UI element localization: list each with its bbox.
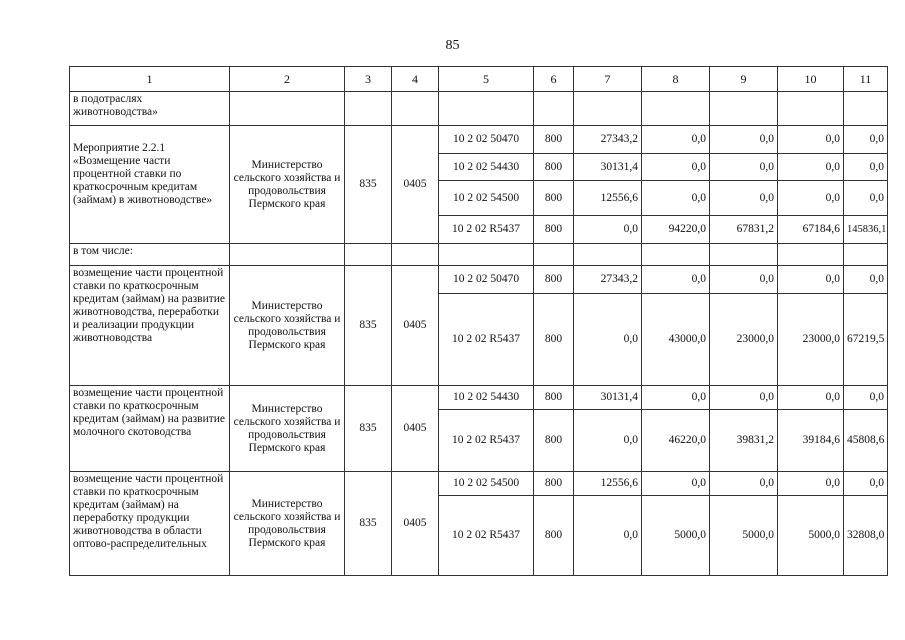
grbs-code: 835 — [345, 266, 392, 386]
amount-c9: 0,0 — [710, 266, 778, 294]
header-col-10: 10 — [778, 67, 844, 92]
csr-code: 10 2 02 R5437 — [439, 410, 534, 472]
csr-code: 10 2 02 R5437 — [439, 294, 534, 386]
amount-c11: 0,0 — [844, 181, 888, 216]
amount-c7: 12556,6 — [574, 181, 642, 216]
csr-code: 10 2 02 54500 — [439, 472, 534, 496]
header-col-8: 8 — [642, 67, 710, 92]
amount-c7: 30131,4 — [574, 154, 642, 181]
amount-c11: 0,0 — [844, 472, 888, 496]
amount-c11: 67219,5 — [844, 294, 888, 386]
amount-c7: 0,0 — [574, 410, 642, 472]
section-code: 0405 — [392, 126, 439, 244]
measure-name: возмещение части процентной ставки по краткосрочным кредитам (займам) на развитие молочного скотоводства — [70, 386, 230, 472]
amount-c10: 67184,6 — [778, 216, 844, 244]
table-row — [70, 244, 888, 266]
amount-c10: 5000,0 — [778, 496, 844, 576]
csr-code: 10 2 02 50470 — [439, 126, 534, 154]
grbs-code: 835 — [345, 472, 392, 576]
vr-code: 800 — [534, 266, 574, 294]
section-code: 0405 — [392, 386, 439, 472]
amount-c7: 0,0 — [574, 294, 642, 386]
amount-c10: 0,0 — [778, 154, 844, 181]
amount-c11: 0,0 — [844, 386, 888, 410]
amount-c8: 0,0 — [642, 472, 710, 496]
amount-c8: 46220,0 — [642, 410, 710, 472]
amount-c10: 0,0 — [778, 181, 844, 216]
header-col-9: 9 — [710, 67, 778, 92]
grbs-code: 835 — [345, 386, 392, 472]
amount-c8: 94220,0 — [642, 216, 710, 244]
amount-c9: 5000,0 — [710, 496, 778, 576]
amount-c11: 0,0 — [844, 126, 888, 154]
amount-c8: 0,0 — [642, 266, 710, 294]
header-col-2: 2 — [230, 67, 345, 92]
header-row — [70, 67, 888, 92]
section-code: 0405 — [392, 472, 439, 576]
amount-c7: 0,0 — [574, 216, 642, 244]
amount-c9: 0,0 — [710, 126, 778, 154]
amount-c8: 0,0 — [642, 126, 710, 154]
section-code: 0405 — [392, 266, 439, 386]
amount-c8: 43000,0 — [642, 294, 710, 386]
amount-c7: 30131,4 — [574, 386, 642, 410]
grbs-code: 835 — [345, 126, 392, 244]
amount-c11: 0,0 — [844, 266, 888, 294]
amount-c7: 27343,2 — [574, 266, 642, 294]
csr-code: 10 2 02 R5437 — [439, 496, 534, 576]
executor: Министерство сельского хозяйства и продовольствия Пермского края — [230, 386, 345, 472]
header-col-1: 1 — [70, 67, 230, 92]
amount-c7: 12556,6 — [574, 472, 642, 496]
amount-c10: 0,0 — [778, 126, 844, 154]
executor: Министерство сельского хозяйства и продовольствия Пермского края — [230, 266, 345, 386]
amount-c9: 0,0 — [710, 386, 778, 410]
table-row — [70, 266, 888, 294]
vr-code: 800 — [534, 154, 574, 181]
amount-c9: 0,0 — [710, 154, 778, 181]
header-col-11: 11 — [844, 67, 888, 92]
vr-code: 800 — [534, 216, 574, 244]
table-row — [70, 126, 888, 154]
amount-c9: 0,0 — [710, 472, 778, 496]
csr-code: 10 2 02 50470 — [439, 266, 534, 294]
table-row — [70, 386, 888, 410]
budget-table — [69, 66, 888, 576]
vr-code: 800 — [534, 472, 574, 496]
row-subsector-text: в подотраслях животноводства» — [70, 92, 230, 126]
csr-code: 10 2 02 R5437 — [439, 216, 534, 244]
amount-c7: 0,0 — [574, 496, 642, 576]
amount-c8: 5000,0 — [642, 496, 710, 576]
measure-name: возмещение части процентной ставки по краткосрочным кредитам (займам) на переработку продукции животноводства в области оптово-распределительных — [70, 472, 230, 576]
page-number: 85 — [445, 38, 460, 53]
amount-c8: 0,0 — [642, 154, 710, 181]
csr-code: 10 2 02 54430 — [439, 154, 534, 181]
vr-code: 800 — [534, 410, 574, 472]
amount-c11: 45808,6 — [844, 410, 888, 472]
amount-c9: 67831,2 — [710, 216, 778, 244]
amount-c9: 39831,2 — [710, 410, 778, 472]
csr-code: 10 2 02 54430 — [439, 386, 534, 410]
amount-c10: 0,0 — [778, 266, 844, 294]
vr-code: 800 — [534, 496, 574, 576]
header-col-4: 4 — [392, 67, 439, 92]
header-col-5: 5 — [439, 67, 534, 92]
amount-c11: 0,0 — [844, 154, 888, 181]
executor: Министерство сельского хозяйства и продовольствия Пермского края — [230, 472, 345, 576]
amount-c8: 0,0 — [642, 181, 710, 216]
measure-name: возмещение части процентной ставки по краткосрочным кредитам (займам) на развитие животноводства, переработки и реализации продукции животноводства — [70, 266, 230, 386]
vr-code: 800 — [534, 181, 574, 216]
table-row — [70, 472, 888, 496]
amount-c9: 23000,0 — [710, 294, 778, 386]
amount-c10: 39184,6 — [778, 410, 844, 472]
vr-code: 800 — [534, 386, 574, 410]
table-row — [70, 92, 888, 126]
measure-name: Мероприятие 2.2.1 «Возмещение части процентной ставки по краткосрочным кредитам (займам) в животноводстве» — [70, 126, 230, 244]
vr-code: 800 — [534, 294, 574, 386]
vr-code: 800 — [534, 126, 574, 154]
amount-c10: 23000,0 — [778, 294, 844, 386]
header-col-3: 3 — [345, 67, 392, 92]
amount-c11: 32808,0 — [844, 496, 888, 576]
amount-c8: 0,0 — [642, 386, 710, 410]
executor: Министерство сельского хозяйства и продовольствия Пермского края — [230, 126, 345, 244]
amount-c10: 0,0 — [778, 472, 844, 496]
amount-c9: 0,0 — [710, 181, 778, 216]
amount-c7: 27343,2 — [574, 126, 642, 154]
header-col-6: 6 — [534, 67, 574, 92]
amount-c10: 0,0 — [778, 386, 844, 410]
header-col-7: 7 — [574, 67, 642, 92]
amount-c11: 145836,1 — [844, 216, 888, 244]
in-total-label: в том числе: — [70, 244, 230, 266]
csr-code: 10 2 02 54500 — [439, 181, 534, 216]
